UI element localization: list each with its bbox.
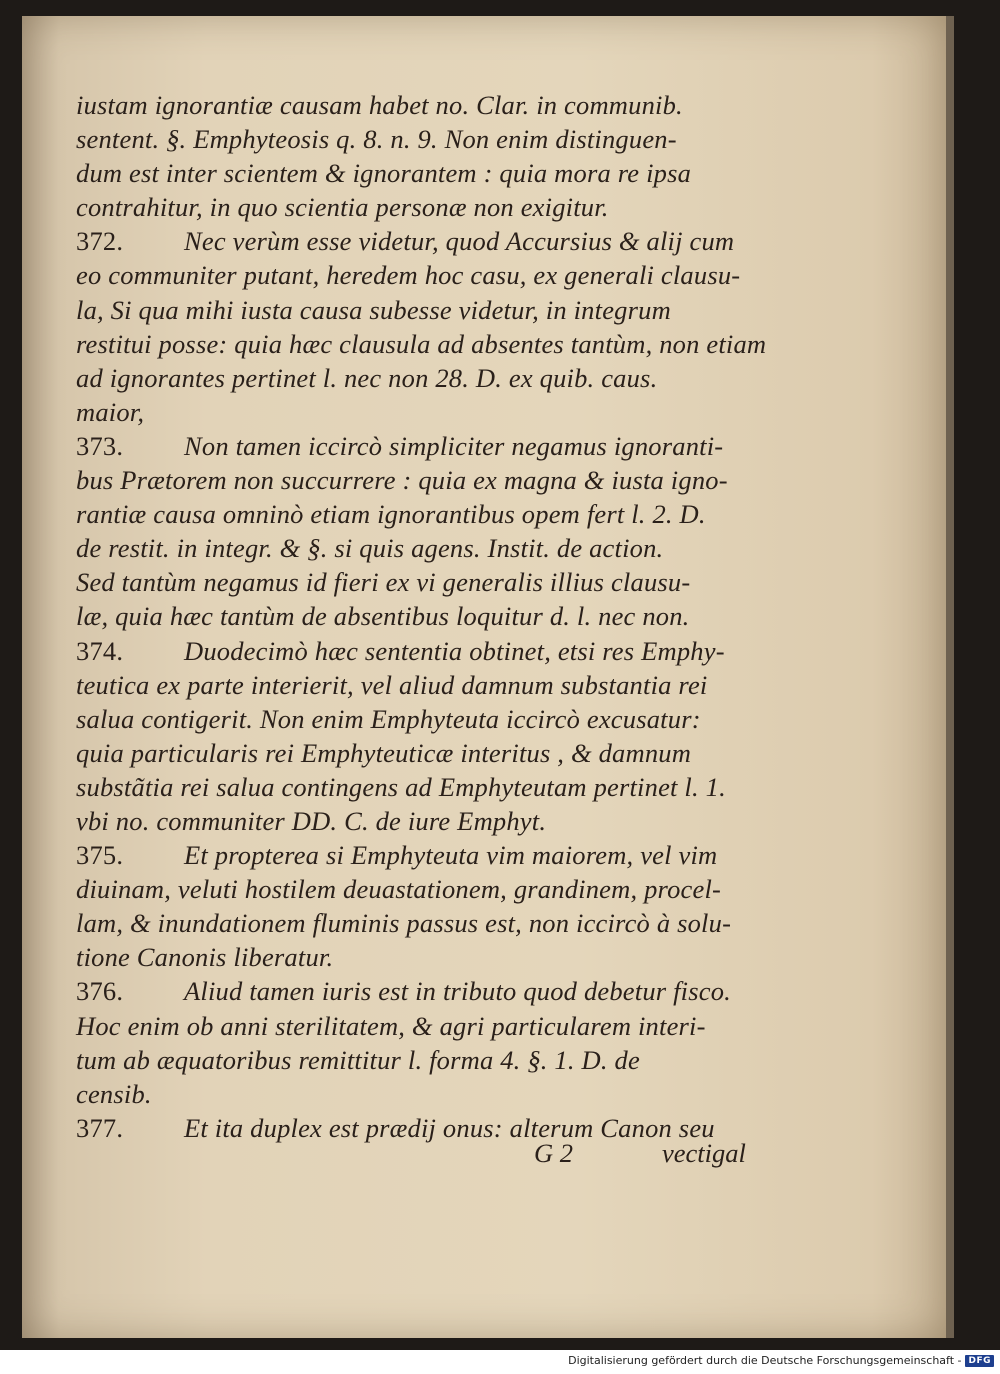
line-text: Hoc enim ob anni sterilitatem, & agri particularem interi-: [76, 1010, 706, 1041]
line-text: diuinam, veluti hostilem deuastationem, grandinem, procel-: [76, 874, 722, 905]
line-text: tum ab æquatoribus remittitur l. forma 4. §. 1. D. de: [76, 1044, 640, 1075]
dfg-logo: DFG: [965, 1355, 994, 1367]
line-text: maior,: [76, 396, 145, 427]
catchword: vectigal: [662, 1138, 746, 1168]
printer-signature: G 2: [534, 1138, 574, 1168]
line-text: lam, & inundationem fluminis passus est, non iccircò à solu-: [76, 908, 732, 939]
text-line: [76, 1077, 776, 1111]
text-line: [76, 838, 776, 872]
paragraph-number: 375.: [76, 840, 124, 871]
line-text: substãtia rei salua contingens ad Emphyteutam pertinet l. 1.: [76, 771, 726, 802]
text-line: [76, 258, 776, 292]
line-text: Aliud tamen iuris est in tributo quod debetur fisco.: [184, 976, 731, 1007]
text-line: [76, 88, 776, 122]
text-line: [76, 156, 776, 190]
text-line: [76, 599, 776, 633]
line-text: Sed tantùm negamus id fieri ex vi generalis illius clausu-: [76, 567, 691, 598]
text-line: [76, 531, 776, 565]
line-text: vbi no. communiter DD. C. de iure Emphyt.: [76, 805, 547, 836]
text-line: [76, 122, 776, 156]
line-text: la, Si qua mihi iusta causa subesse videtur, in integrum: [76, 294, 671, 325]
text-line: [76, 429, 776, 463]
page-edge: [946, 16, 954, 1338]
text-line: [76, 702, 776, 736]
line-text: Non tamen iccircò simpliciter negamus ignoranti-: [184, 430, 724, 461]
paragraph-number: 373.: [76, 430, 124, 461]
line-text: contrahitur, in quo scientia personæ non exigitur.: [76, 192, 609, 223]
text-line: [76, 872, 776, 906]
text-line: [76, 293, 776, 327]
text-line: [76, 940, 776, 974]
line-text: rantiæ causa omninò etiam ignorantibus opem fert l. 2. D.: [76, 499, 706, 530]
line-text: salua contigerit. Non enim Emphyteuta iccircò excusatur:: [76, 703, 701, 734]
line-text: sentent. §. Emphyteosis q. 8. n. 9. Non enim distinguen-: [76, 124, 677, 155]
text-line: [76, 395, 776, 429]
line-text: Et ita duplex est prædij onus: alterum Canon seu: [184, 1112, 715, 1143]
line-text: bus Prætorem non succurrere : quia ex magna & iusta igno-: [76, 465, 728, 496]
line-text: censib.: [76, 1078, 152, 1109]
text-line: [76, 497, 776, 531]
text-line: [76, 974, 776, 1008]
text-line: [76, 906, 776, 940]
line-text: teutica ex parte interierit, vel aliud damnum substantia rei: [76, 669, 708, 700]
text-line: [76, 1043, 776, 1077]
footer-text: Digitalisierung gefördert durch die Deutsche Forschungsgemeinschaft -: [568, 1354, 962, 1367]
paragraph-number: 377.: [76, 1112, 124, 1143]
line-text: dum est inter scientem & ignorantem : quia mora re ipsa: [76, 158, 692, 189]
line-text: ad ignorantes pertinet l. nec non 28. D. ex quib. caus.: [76, 362, 658, 393]
line-text: Et propterea si Emphyteuta vim maiorem, vel vim: [184, 840, 718, 871]
text-line: [76, 770, 776, 804]
text-line: [76, 736, 776, 770]
line-text: de restit. in integr. & §. si quis agens. Instit. de action.: [76, 533, 664, 564]
text-line: [76, 224, 776, 258]
text-line: [76, 634, 776, 668]
paragraph-number: 372.: [76, 226, 124, 257]
text-line: [76, 327, 776, 361]
line-text: restitui posse: quia hæc clausula ad absentes tantùm, non etiam: [76, 328, 767, 359]
line-text: quia particularis rei Emphyteuticæ interitus , & damnum: [76, 737, 692, 768]
text-line: [76, 565, 776, 599]
line-text: tione Canonis liberatur.: [76, 942, 334, 973]
text-line: [76, 361, 776, 395]
line-text: læ, quia hæc tantùm de absentibus loquitur d. l. nec non.: [76, 601, 690, 632]
page-text: [76, 88, 776, 1145]
text-line: [76, 1009, 776, 1043]
paragraph-number: 376.: [76, 976, 124, 1007]
line-text: iustam ignorantiæ causam habet no. Clar. in communib.: [76, 90, 683, 120]
digitization-footer: [568, 1354, 994, 1367]
line-text: Duodecimò hæc sententia obtinet, etsi res Emphy-: [184, 635, 725, 666]
paragraph-number: 374.: [76, 635, 124, 666]
text-line: [76, 804, 776, 838]
text-line: [76, 190, 776, 224]
text-line: [76, 668, 776, 702]
text-line: [76, 463, 776, 497]
line-text: Nec verùm esse videtur, quod Accursius & alij cum: [184, 226, 735, 257]
line-text: eo communiter putant, heredem hoc casu, ex generali clausu-: [76, 260, 741, 291]
